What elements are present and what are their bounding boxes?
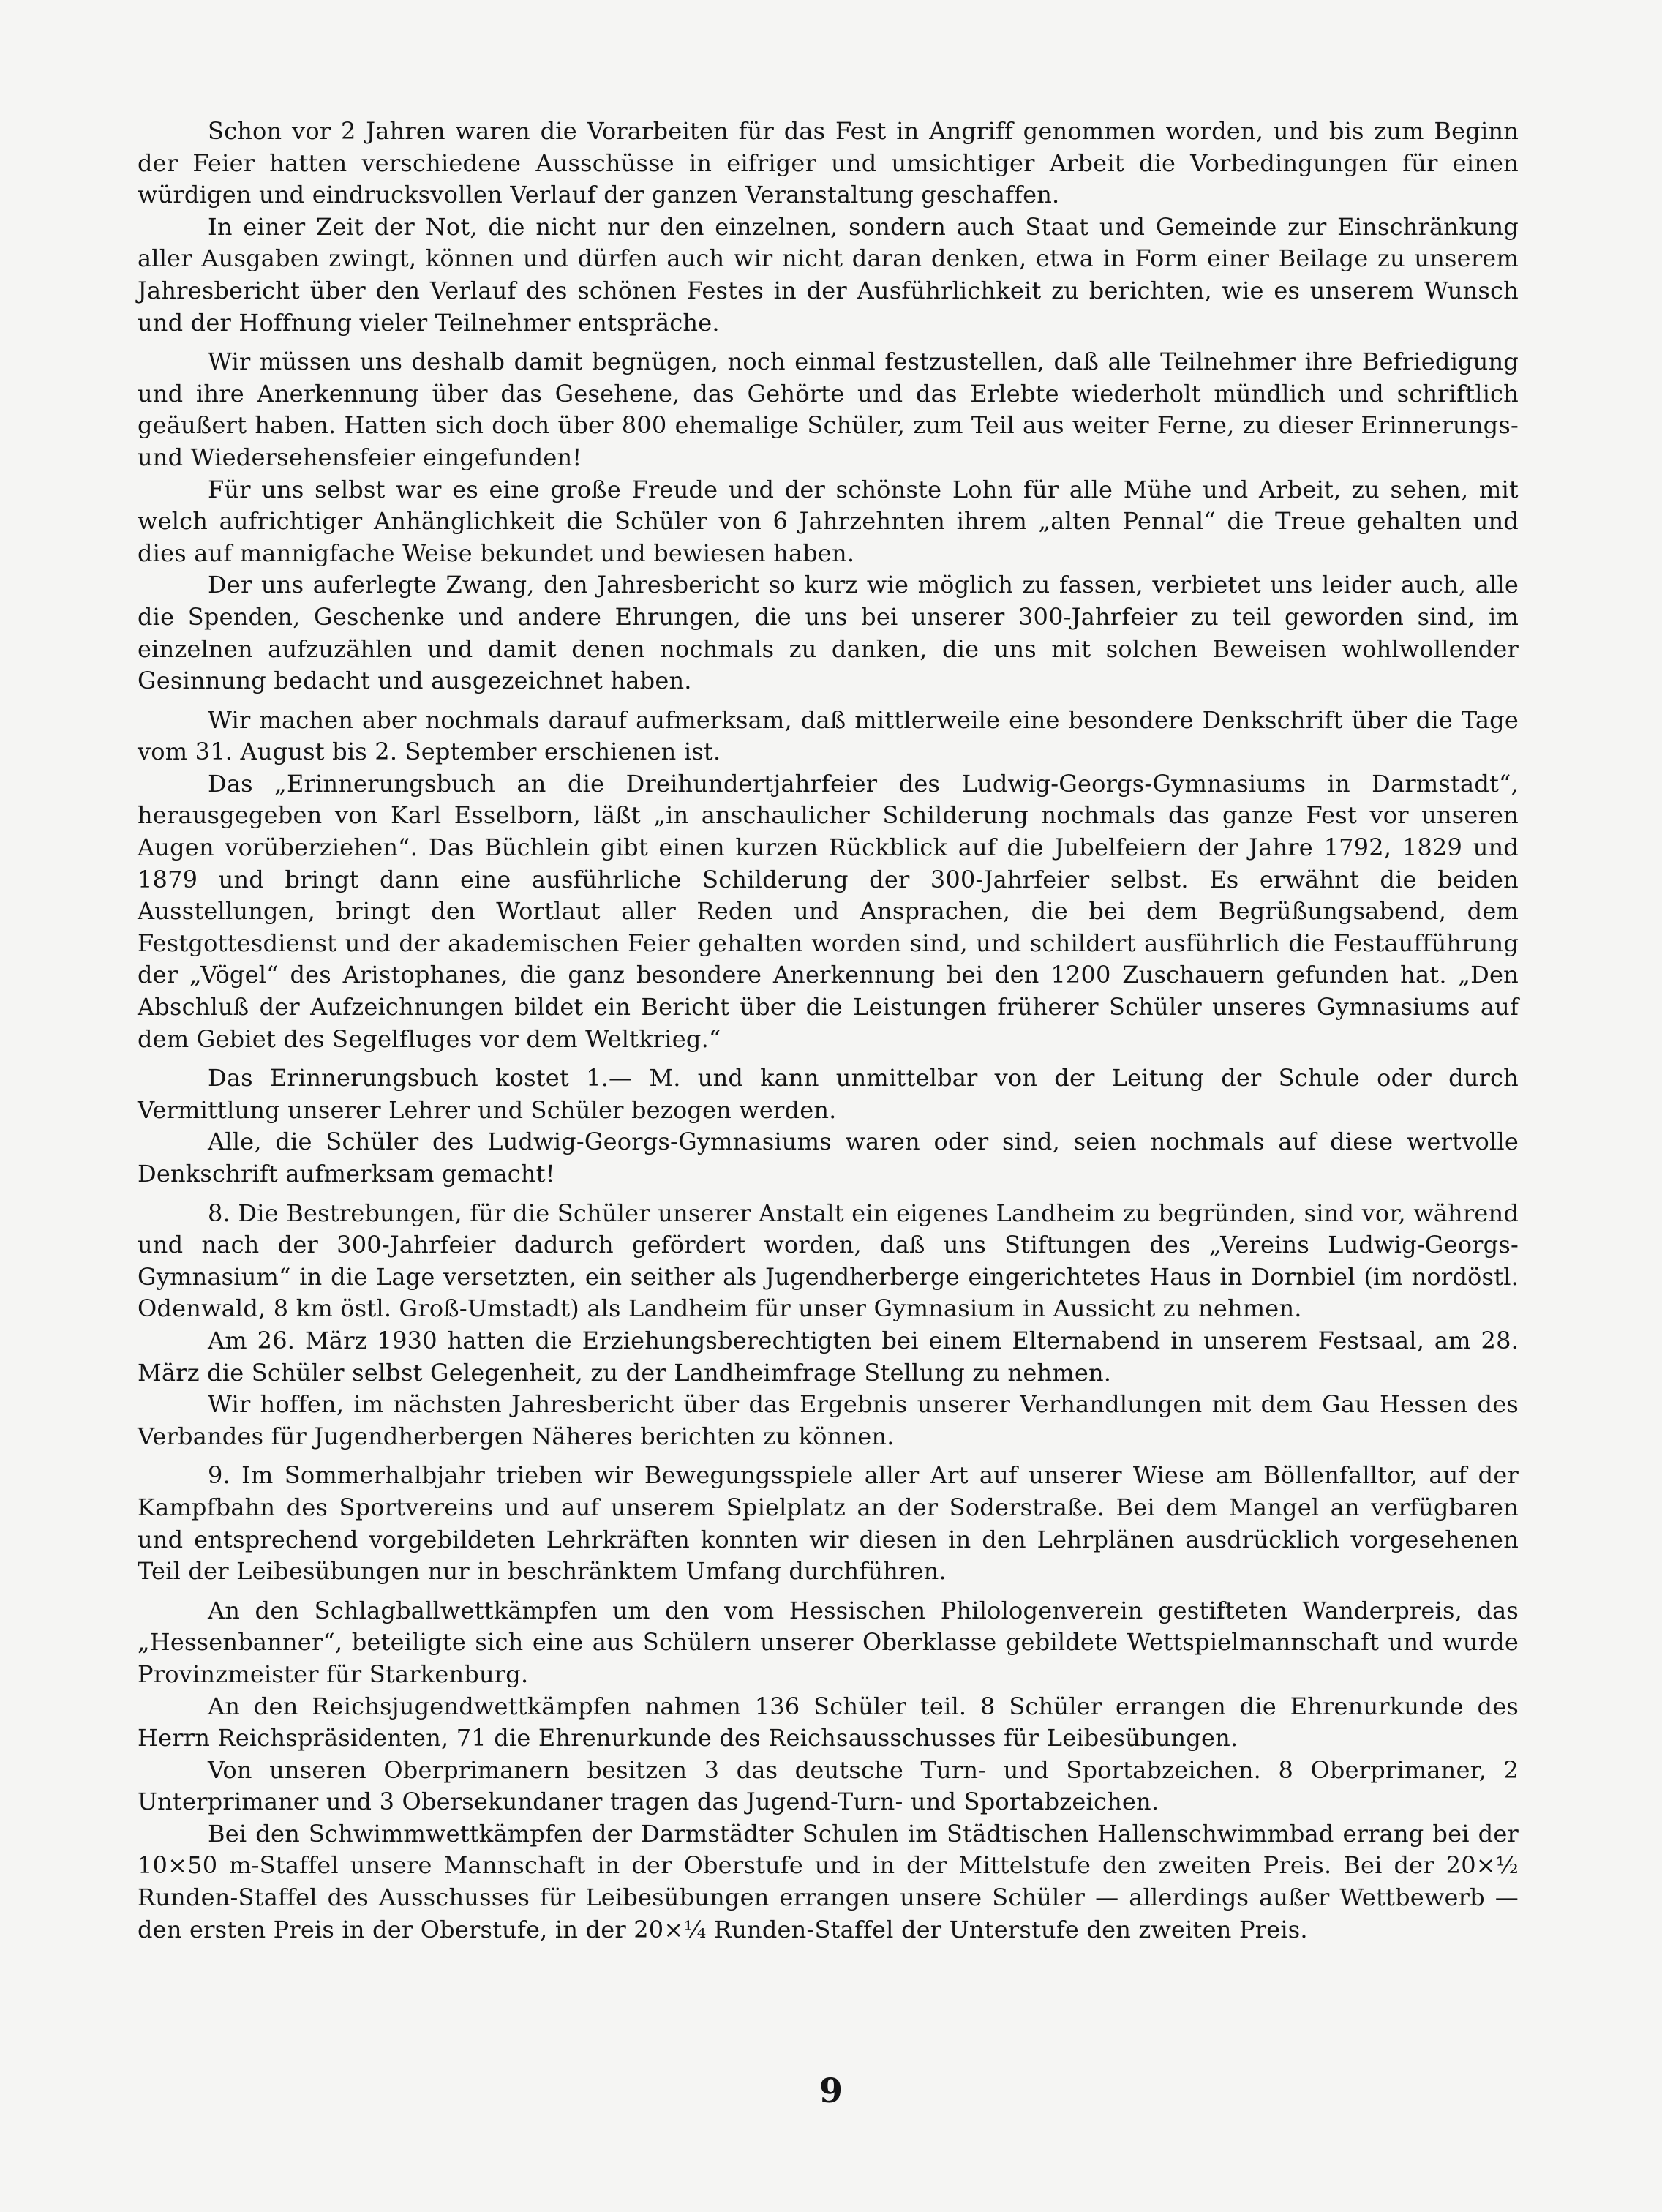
paragraph-parents-evening: Am 26. März 1930 hatten die Erziehungsberechtigten bei einem Elternabend in unserem Festsaal, am 28. März die Schüler selbst Gelegenheit, zu der Landheimfrage Stellung zu nehmen. <box>138 1326 1519 1387</box>
paragraph-swimming: Bei den Schwimmwettkämpfen der Darmstädter Schulen im Städtischen Hallenschwimmbad errang bei der 10×50 m-Staffel unsere Mannschaft in der Oberstufe und in der Mittelstufe den zweiten Preis. Bei der 20×½ Runden-Staffel des Ausschusses für Leibesübungen errangen unsere Schüler — allerdings außer Wettbewerb — den ersten Preis in der Oberstufe, in der 20×¼ Runden-Staffel der Unterstufe den zweiten Preis. <box>138 1819 1519 1943</box>
paragraph-landheim: 8. Die Bestrebungen, für die Schüler unserer Anstalt ein eigenes Landheim zu begründen, sind vor, während und nach der 300-Jahrfeier dadurch gefördert worden, daß uns Stiftungen des „Vereins Ludwig-Georgs-Gymnasium“ in die Lage versetzten, ein seither als Jugendherberge eingerichtetes Haus in Dornbiel (im nordöstl. Odenwald, 8 km östl. Groß-Umstadt) als Landheim für unser Gymnasium in Aussicht zu nehmen. <box>138 1199 1519 1323</box>
paragraph-next-report: Wir hoffen, im nächsten Jahresbericht über das Ergebnis unserer Verhandlungen mit dem Gau Hessen des Verbandes für Jugendherbergen Näheres berichten zu können. <box>138 1390 1519 1450</box>
paragraph-preparations: Schon vor 2 Jahren waren die Vorarbeiten für das Fest in Angriff genommen worden, und bis zum Beginn der Feier hatten verschiedene Ausschüsse in eifriger und umsichtiger Arbeit die Vorbedingungen für einen würdigen und eindrucksvollen Verlauf der ganzen Veranstaltung geschaffen. <box>138 117 1519 209</box>
paragraph-joy: Für uns selbst war es eine große Freude und der schönste Lohn für alle Mühe und Arbeit, zu sehen, mit welch aufrichtiger Anhänglichkeit die Schüler von 6 Jahrzehnten ihrem „alten Pennal“ die Treue gehalten und dies auf mannigfache Weise bekundet und bewiesen haben. <box>138 475 1519 567</box>
paragraph-donations: Der uns auferlegte Zwang, den Jahresbericht so kurz wie möglich zu fassen, verbietet uns leider auch, alle die Spenden, Geschenke und andere Ehrungen, die uns bei unserer 300-Jahrfeier zu teil geworden sind, im einzelnen aufzuzählen und damit denen nochmals zu danken, die uns mit solchen Beweisen wohlwollender Gesinnung bedacht und ausgezeichnet haben. <box>138 571 1519 695</box>
paragraph-reichsjugend: An den Reichsjugendwettkämpfen nahmen 136 Schüler teil. 8 Schüler errangen die Ehrenurkunde des Herrn Reichspräsidenten, 71 die Ehrenurkunde des Reichsausschusses für Leibesübungen. <box>138 1692 1519 1752</box>
paragraph-memorial-book: Das „Erinnerungsbuch an die Dreihundertjahrfeier des Ludwig-Georgs-Gymnasiums in Darmstadt“, herausgegeben von Karl Esselborn, läßt „in anschaulicher Schilderung nochmals das ganze Fest vor unseren Augen vorüberziehen“. Das Büchlein gibt einen kurzen Rückblick auf die Jubelfeiern der Jahre 1792, 1829 und 1879 und bringt dann eine ausführliche Schilderung der 300-Jahrfeier selbst. Es erwähnt die beiden Ausstellungen, bringt den Wortlaut aller Reden und Ansprachen, die bei dem Begrüßungsabend, dem Festgottesdienst und der akademischen Feier gehalten worden sind, und schildert ausführlich die Festaufführung der „Vögel“ des Aristophanes, die ganz besondere Anerkennung bei den 1200 Zuschauern gefunden hat. „Den Abschluß der Aufzeichnungen bildet ein Bericht über die Leistungen früherer Schüler unseres Gymnasiums auf dem Gebiet des Segelfluges vor dem Weltkrieg.“ <box>138 769 1519 1053</box>
paragraph-sport-badges: Von unseren Oberprimanern besitzen 3 das deutsche Turn- und Sportabzeichen. 8 Oberprimaner, 2 Unterprimaner und 3 Obersekundaner tragen das Jugend-Turn- und Sportabzeichen. <box>138 1755 1519 1816</box>
page-number: 9 <box>819 2071 843 2110</box>
paragraph-sports-games: 9. Im Sommerhalbjahr trieben wir Bewegungsspiele aller Art auf unserer Wiese am Böllenfalltor, auf der Kampfbahn des Sportvereins und auf unserem Spielplatz an der Soderstraße. Bei dem Mangel an verfügbaren und entsprechend vorgebildeten Lehrkräften konnten wir diesen in den Lehrplänen ausdrücklich vorgesehenen Teil der Leibesübungen nur in beschränktem Umfang durchführen. <box>138 1461 1519 1586</box>
paragraph-memorial-notice: Wir machen aber nochmals darauf aufmerksam, daß mittlerweile eine besondere Denkschrift über die Tage vom 31. August bis 2. September erschienen ist. <box>138 705 1519 766</box>
paragraph-schlagball: An den Schlagballwettkämpfen um den vom Hessischen Philologenverein gestifteten Wanderpreis, das „Hessenbanner“, beteiligte sich eine aus Schülern unserer Oberklasse gebildete Wettspielmannschaft und wurde Provinzmeister für Starkenburg. <box>138 1596 1519 1688</box>
paragraph-time-of-need: In einer Zeit der Not, die nicht nur den einzelnen, sondern auch Staat und Gemeinde zur Einschränkung aller Ausgaben zwingt, können und dürfen auch wir nicht daran denken, etwa in Form einer Beilage zu unserem Jahresbericht über den Verlauf des schönen Festes in der Ausführlichkeit zu berichten, wie es unserem Wunsch und der Hoffnung vieler Teilnehmer entspräche. <box>138 212 1519 337</box>
body-text <box>138 116 1519 1946</box>
paragraph-book-appeal: Alle, die Schüler des Ludwig-Georgs-Gymnasiums waren oder sind, seien nochmals auf diese wertvolle Denkschrift aufmerksam gemacht! <box>138 1128 1519 1188</box>
paragraph-book-price: Das Erinnerungsbuch kostet 1.— M. und kann unmittelbar von der Leitung der Schule oder durch Vermittlung unserer Lehrer und Schüler bezogen werden. <box>138 1064 1519 1124</box>
paragraph-satisfaction: Wir müssen uns deshalb damit begnügen, noch einmal festzustellen, daß alle Teilnehmer ihre Befriedigung und ihre Anerkennung über das Gesehene, das Gehörte und das Erlebte wiederholt mündlich und schriftlich geäußert haben. Hatten sich doch über 800 ehemalige Schüler, zum Teil aus weiter Ferne, zu dieser Erinnerungs- und Wiedersehensfeier eingefunden! <box>138 348 1519 471</box>
